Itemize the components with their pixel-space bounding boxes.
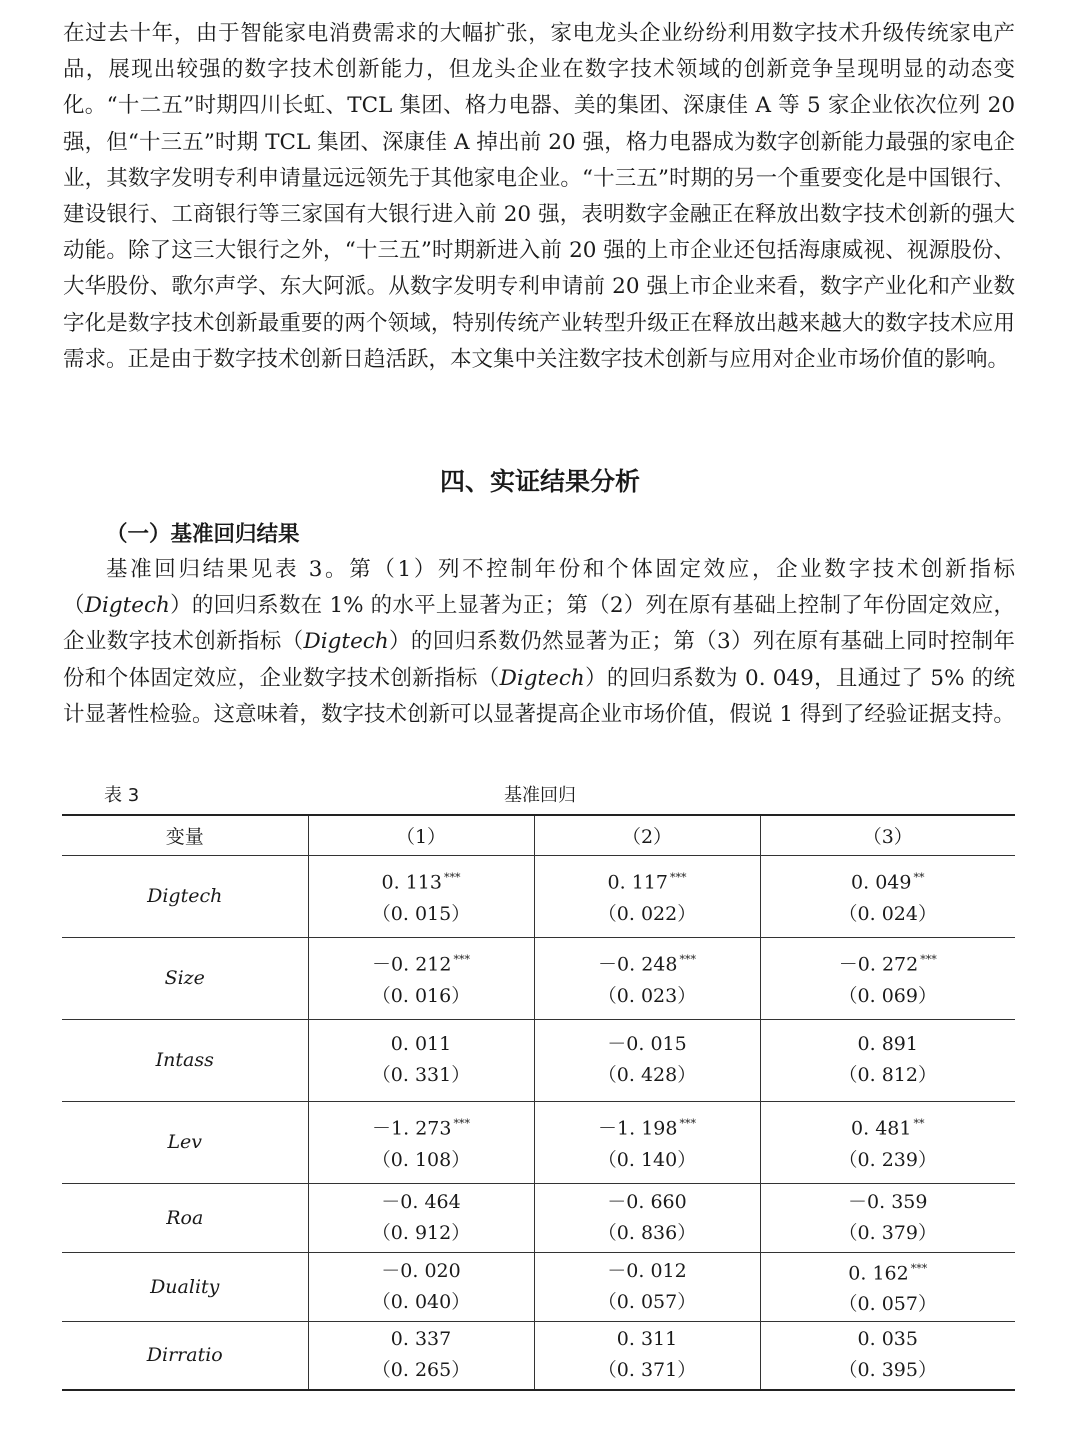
coefficient-value: 0. 011: [390, 1033, 452, 1055]
body-paragraph-1: 在过去十年，由于智能家电消费需求的大幅扩张，家电龙头企业纷纷利用数字技术升级传统家电产品，展现出较强的数字技术创新能力，但龙头企业在数字技术领域的创新竞争呈现明显的动态变化。“十二五”时期四川长虹、TCL 集团、格力电器、美的集团、深康佳 A 等 5 家企业依次位列 20 强，但“十三五”时期 TCL 集团、深康佳 A 掉出前 20 强，格力电器成为数字创新能力最强的家电企业，其数字发明专利申请量远远领先于其他家电企业。“十三五”时期的另一个重要变化是中国银行、建设银行、工商银行等三家国有大银行进入前 20 强，表明数字金融正在释放出数字技术创新的强大动能。除了这三大银行之外，“十三五”时期新进入前 20 强的上市企业还包括海康威视、视源股份、大华股份、歌尔声学、东大阿派。从数字发明专利申请前 20 强上市企业来看，数字产业化和产业数字化是数字技术创新最重要的两个领域，特别传统产业转型升级正在释放出越来越大的数字技术应用需求。正是由于数字技术创新日趋活跃，本文集中关注数字技术创新与应用对企业市场价值的影响。: [63, 21, 1015, 372]
standard-error: （0. 331）: [371, 1064, 471, 1086]
coefficient-value: －0. 464: [381, 1190, 461, 1213]
coefficient-cell: [534, 1321, 760, 1390]
standard-error: （0. 069）: [838, 984, 937, 1007]
coefficient-cell: [760, 1252, 1015, 1321]
body-paragraph-2: [63, 552, 1015, 733]
coefficient-value: －1. 198 ***: [598, 1117, 696, 1140]
standard-error: （0. 023）: [597, 984, 697, 1007]
table-body: [62, 855, 1015, 1390]
variable-name: Roa: [62, 1183, 308, 1252]
subsection-heading: （一）基准回归结果: [106, 522, 300, 547]
table-header-row: [62, 815, 1015, 855]
header-col-3: （3）: [862, 825, 913, 848]
standard-error: （0. 024）: [838, 902, 937, 925]
variable-name: Duality: [62, 1252, 308, 1321]
standard-error: （0. 379）: [838, 1221, 937, 1244]
coefficient-cell: [760, 1183, 1015, 1252]
coefficient-cell: [760, 1101, 1015, 1183]
regression-table: [62, 814, 1015, 1391]
coefficient-value: 0. 117 ***: [607, 871, 687, 894]
significance-stars: ***: [453, 1117, 470, 1131]
table-label: 表 3: [104, 785, 140, 806]
coefficient-cell: [308, 855, 534, 937]
standard-error: （0. 040）: [371, 1290, 471, 1313]
significance-stars: **: [913, 871, 925, 885]
standard-error: （0. 140）: [597, 1148, 697, 1171]
p2-text-b: ）的回归系数在 1% 的水平上显著为正；第（2）列在原有基础上控制了年份固定效应，企业数字技术创新指标（: [63, 593, 1015, 655]
variable-name: Lev: [62, 1101, 308, 1183]
standard-error: （0. 912）: [371, 1221, 471, 1244]
standard-error: （0. 108）: [371, 1148, 471, 1171]
header-col-1: （1）: [308, 815, 534, 855]
section-heading: 四、实证结果分析: [439, 467, 640, 496]
standard-error: （0. 812）: [838, 1064, 937, 1086]
significance-stars: ***: [679, 953, 696, 967]
table-row: [62, 1252, 1015, 1321]
standard-error: （0. 428）: [597, 1064, 697, 1086]
coefficient-value: 0. 481 **: [851, 1117, 925, 1140]
standard-error: （0. 015）: [371, 902, 471, 925]
coefficient-cell: [534, 1252, 760, 1321]
standard-error: （0. 371）: [597, 1359, 697, 1382]
significance-stars: ***: [679, 1117, 696, 1131]
p2-variable-2: Digtech: [303, 629, 389, 655]
coefficient-value: －0. 015: [607, 1033, 687, 1055]
coefficient-cell: [308, 1183, 534, 1252]
coefficient-value: －0. 012: [607, 1259, 687, 1282]
variable-name: Size: [62, 937, 308, 1019]
coefficient-value: －1. 273 ***: [372, 1117, 470, 1140]
standard-error: （0. 057）: [838, 1293, 937, 1316]
coefficient-value: 0. 337: [390, 1328, 452, 1351]
coefficient-value: －0. 660: [607, 1190, 687, 1213]
coefficient-cell: [534, 1183, 760, 1252]
p2-text-a: 基准回归结果见表 3。第（1）列不控制年份和个体固定效应，企业数字技术创新指标（: [63, 557, 1015, 619]
standard-error: （0. 016）: [371, 984, 471, 1007]
variable-name: Digtech: [62, 855, 308, 937]
coefficient-cell: [308, 1321, 534, 1390]
table-row: [62, 937, 1015, 1019]
coefficient-value: －0. 248 ***: [598, 953, 696, 976]
standard-error: （0. 239）: [838, 1148, 937, 1171]
coefficient-cell: [534, 937, 760, 1019]
coefficient-cell: [760, 1019, 1015, 1101]
coefficient-cell: [308, 1101, 534, 1183]
table-row: [62, 1019, 1015, 1101]
significance-stars: ***: [910, 1261, 928, 1275]
coefficient-value: －0. 212 ***: [372, 953, 470, 976]
significance-stars: ***: [443, 871, 461, 885]
variable-name: Intass: [62, 1019, 308, 1101]
coefficient-value: 0. 162 ***: [848, 1261, 928, 1285]
table-row: [62, 855, 1015, 937]
coefficient-value: －0. 020: [381, 1259, 461, 1282]
coefficient-value: 0. 891: [857, 1033, 918, 1055]
coefficient-value: 0. 113 ***: [381, 871, 461, 894]
header-variable: 变量: [62, 815, 308, 855]
standard-error: （0. 836）: [597, 1221, 697, 1244]
coefficient-value: 0. 311: [616, 1328, 678, 1351]
coefficient-cell: [308, 1019, 534, 1101]
coefficient-cell: [534, 1101, 760, 1183]
significance-stars: ***: [669, 871, 687, 885]
coefficient-cell: [534, 855, 760, 937]
coefficient-cell: [760, 1321, 1015, 1390]
standard-error: （0. 265）: [371, 1359, 471, 1382]
coefficient-value: 0. 035: [857, 1328, 918, 1351]
coefficient-cell: [760, 855, 1015, 937]
standard-error: （0. 022）: [597, 902, 697, 925]
standard-error: （0. 057）: [597, 1290, 697, 1313]
table-row: [62, 1321, 1015, 1390]
significance-stars: ***: [453, 953, 470, 967]
coefficient-cell: [760, 937, 1015, 1019]
variable-name: Dirratio: [62, 1321, 308, 1390]
coefficient-cell: [308, 937, 534, 1019]
table-row: [62, 1183, 1015, 1252]
table-title: 基准回归: [504, 785, 576, 806]
p2-variable-3: Digtech: [499, 665, 585, 691]
coefficient-cell: [308, 1252, 534, 1321]
p2-text-c: ）的回归系数仍然显著为正；第（3）列在原有基础上同时控制年份和个体固定效应，企业数字技术创新指标（: [63, 629, 1015, 691]
p2-variable-1: Digtech: [84, 593, 170, 619]
standard-error: （0. 395）: [838, 1359, 937, 1382]
coefficient-value: －0. 359: [848, 1190, 928, 1213]
table-row: [62, 1101, 1015, 1183]
coefficient-value: 0. 049 **: [851, 871, 925, 894]
coefficient-value: －0. 272 ***: [838, 953, 937, 976]
coefficient-cell: [534, 1019, 760, 1101]
header-col-2: （2）: [534, 815, 760, 855]
significance-stars: ***: [920, 953, 937, 967]
p2-text-d: ）的回归系数为 0. 049，且通过了 5% 的统计显著性检验。这意味着，数字技术创新可以显著提高企业市场价值，假说 1 得到了经验证据支持。: [63, 665, 1015, 727]
significance-stars: **: [913, 1117, 925, 1131]
